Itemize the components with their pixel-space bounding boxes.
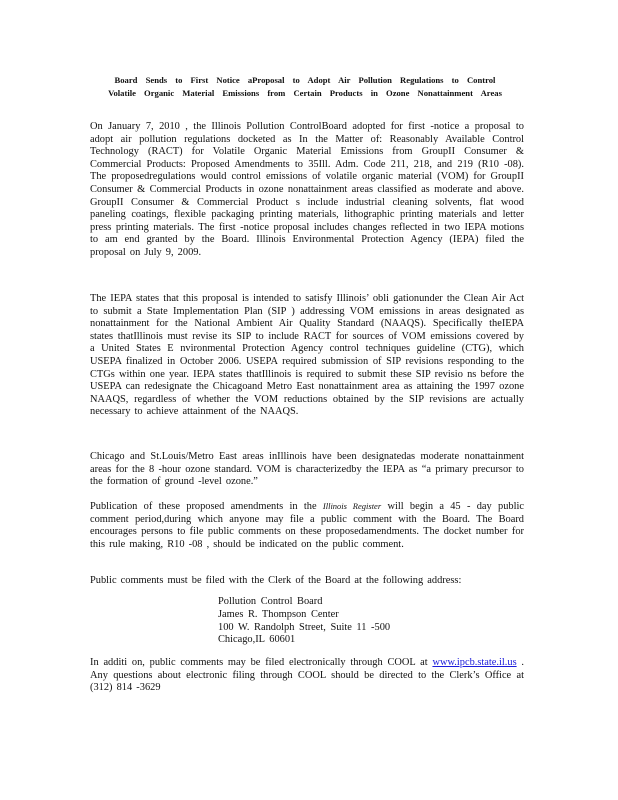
address-line-street: 100 W. Randolph Street, Suite 11 -500 <box>218 621 391 633</box>
paragraph-first-notice: On January 7, 2010 , the Illinois Pollution ControlBoard adopted for first -notice a proposal to adopt air pollution regulations docketed as In the Matter of: Reasonably Available Control Technology (RACT) for Volatile Organic Material Emissions from GroupII Consumer & Commercial Products: Proposed Amendments to 35Ill. Adm. Code 211, 218, and 219 (R10 -08). The proposedregulations would control emissions of volatile organic material (VOM) for GroupII Consumer & Commercial Products in ozone nonattainment areas classified as moderate and above. GroupII Consumer & Commercial Product s include industrial cleaning solvents, flat wood paneling coatings, flexible packaging printing materials, lithographic printing materials and letter press printing materials. The first -notice proposal includes changes reflected in two IEPA motions to am end granted by the Board. Illinois Environmental Protection Agency (IEPA) filed the proposal on July 9, 2009. <box>90 121 524 258</box>
electronic-filing-text-start: In additi on, public comments may be filed electronically through COOL at <box>90 657 433 668</box>
illinois-register-title: Illinois Register <box>322 501 382 511</box>
paragraph-iepa-states: The IEPA states that this proposal is intended to satisfy Illinois’ obli gationunder the Clean Air Act to submit a State Implementation Plan (SIP ) addressing VOM emissions in areas designated as nonattainment for the National Ambient Air Quality Standard (NAAQS). Specifically theIEPA states thatIllinois must revise its SIP to include RACT for sources of VOM emissions covered by a United States E nvironmental Protection Agency control techniques guideline (CTG), which USEPA finalized in October 2006. USEPA required submission of SIP revisions responding to the CTGs within one year. IEPA states thatIllinois is required to submit these SIP revisio ns before the USEPA can redesignate the Chicagoand Metro East nonattainment area as attaining the 1997 ozone NAAQS, regardless of whether the VOM reductions obtained by the SIP revisions are actually necessary to achieve attainment of the NAAQS. <box>90 293 524 418</box>
paragraph-nonattainment-areas: Chicago and St.Louis/Metro East areas inIllinois have been designatedas moderate nonattainment areas for the 8 -hour ozone standard. VOM is characterizedby the IEPA as “a primary precursor to the formation of ground -level ozone.” <box>90 451 524 488</box>
publication-text-end: will begin a 45 - day public comment period,during which anyone may file a public comment with the Board. The Board encourages persons to file public comments on these proposedamendments. The docket number for this rule making, R10 -08 , should be indicated on the public comment. <box>90 501 524 550</box>
address-line-organization: Pollution Control Board <box>218 596 323 607</box>
paragraph-filing-instructions: Public comments must be filed with the Clerk of the Board at the following address: <box>90 575 462 586</box>
paragraph-publication <box>90 500 524 551</box>
address-line-city: Chicago,IL 60601 <box>218 634 296 646</box>
address-line-building: James R. Thompson Center <box>218 608 339 620</box>
ipcb-website-link[interactable]: www.ipcb.state.il.us <box>432 657 517 668</box>
publication-text-start: Publication of these proposed amendments in the <box>90 501 323 512</box>
mailing-address <box>218 596 390 647</box>
press-release-title: Board Sends to First Notice aProposal to Adopt Air Pollution Regulations to Control Volatile Organic Material Emissions from Certain Products in Ozone Nonattainment Areas <box>108 75 502 98</box>
electronic-filing-text-end: . Any questions about electronic filing through COOL should be directed to the Clerk’s Office at (312) 814 -3629 <box>90 657 524 694</box>
paragraph-electronic-filing <box>90 657 524 695</box>
